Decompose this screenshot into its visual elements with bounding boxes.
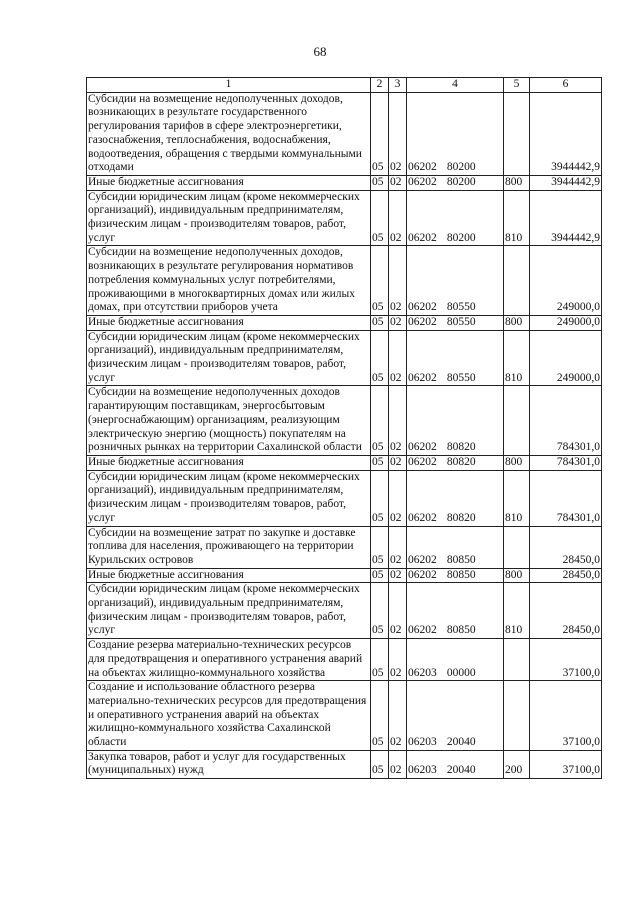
row-csr [407,470,504,526]
row-name: Субсидии на возмещение недополученных доходов, возникающих в результате государственного регулирования тарифов в сфере электроэнергетики, газоснабжения, теплоснабжения, водоснабжения, водоотведения, обращения с твердыми коммунальными отходами [87,92,371,175]
table-row [87,386,602,456]
row-csr [407,681,504,751]
row-vr [504,639,530,681]
row-rz: 05 [371,315,389,330]
row-csr-program: 06203 [408,736,437,749]
row-rz: 05 [371,246,389,316]
header-cell-sum: 6 [530,78,602,93]
row-csr-program: 06202 [408,315,437,328]
row-vr [504,386,530,456]
row-pr: 02 [389,190,407,246]
row-vr: 200 [504,750,530,778]
table-row [87,246,602,316]
row-csr [407,330,504,386]
row-csr [407,92,504,175]
row-rz: 05 [371,92,389,175]
row-sum: 784301,0 [530,470,602,526]
row-vr: 810 [504,470,530,526]
row-pr: 02 [389,175,407,190]
row-pr: 02 [389,246,407,316]
row-csr-direction: 20040 [446,764,476,777]
row-csr-program: 06202 [408,175,437,188]
row-sum: 37100,0 [530,750,602,778]
row-rz: 05 [371,526,389,568]
row-vr [504,526,530,568]
table-row [87,750,602,778]
table-row [87,455,602,470]
row-rz: 05 [371,386,389,456]
row-csr-program: 06202 [408,553,437,566]
row-csr-program: 06202 [408,455,437,468]
row-name: Закупка товаров, работ и услуг для государственных (муниципальных) нужд [87,750,371,778]
row-vr [504,92,530,175]
row-pr: 02 [389,583,407,639]
row-pr: 02 [389,568,407,583]
row-pr: 02 [389,750,407,778]
row-csr-program: 06202 [408,568,437,581]
row-sum: 784301,0 [530,386,602,456]
row-name: Иные бюджетные ассигнования [87,455,371,470]
row-sum: 3944442,9 [530,175,602,190]
row-vr: 810 [504,330,530,386]
row-sum: 3944442,9 [530,92,602,175]
row-sum: 3944442,9 [530,190,602,246]
row-vr: 800 [504,315,530,330]
row-csr [407,568,504,583]
table-row [87,681,602,751]
row-csr-direction: 80550 [446,315,476,328]
row-name: Создание резерва материально-технических ресурсов для предотвращения и оперативного устранения аварий на объектах жилищно-коммунального хозяйства [87,639,371,681]
table-row [87,190,602,246]
row-csr-program: 06203 [408,764,437,777]
row-csr [407,455,504,470]
row-pr: 02 [389,639,407,681]
header-cell-vr: 5 [504,78,530,93]
row-rz: 05 [371,470,389,526]
header-cell-rz: 2 [371,78,389,93]
header-cell-pr: 3 [389,78,407,93]
row-name: Иные бюджетные ассигнования [87,568,371,583]
row-sum: 28450,0 [530,583,602,639]
row-rz: 05 [371,190,389,246]
row-pr: 02 [389,470,407,526]
row-pr: 02 [389,92,407,175]
row-rz: 05 [371,455,389,470]
header-cell-csr: 4 [407,78,504,93]
row-vr: 800 [504,568,530,583]
row-name: Субсидии на возмещение недополученных доходов гарантирующим поставщикам, энергосбытовым (энергоснабжающим) организациям, реализующим электрическую энергию (мощность) покупателям на розничных рынках на территории Сахалинской области [87,386,371,456]
row-csr-direction: 80850 [446,624,476,637]
row-sum: 37100,0 [530,639,602,681]
row-csr-direction: 80850 [446,553,476,566]
row-csr-program: 06203 [408,666,437,679]
row-name: Субсидии юридическим лицам (кроме некоммерческих организаций), индивидуальным предпринимателям, физическим лицам - производителям товаров, работ, услуг [87,583,371,639]
table-row [87,315,602,330]
row-csr-direction: 80820 [446,455,476,468]
row-vr [504,681,530,751]
row-csr-direction: 80820 [446,511,476,524]
row-csr-program: 06202 [408,161,437,174]
row-name: Субсидии юридическим лицам (кроме некоммерческих организаций), индивидуальным предпринимателям, физическим лицам - производителям товаров, работ, услуг [87,470,371,526]
table-row [87,583,602,639]
row-csr [407,246,504,316]
row-name: Иные бюджетные ассигнования [87,175,371,190]
table-row [87,639,602,681]
row-name: Субсидии юридическим лицам (кроме некоммерческих организаций), индивидуальным предпринимателям, физическим лицам - производителям товаров, работ, услуг [87,330,371,386]
row-csr-direction: 80200 [446,231,476,244]
row-pr: 02 [389,455,407,470]
header-row [87,78,602,93]
row-rz: 05 [371,175,389,190]
row-csr-direction: 80550 [446,371,476,384]
table-row [87,568,602,583]
table-row [87,470,602,526]
row-pr: 02 [389,526,407,568]
row-csr [407,750,504,778]
table-row [87,175,602,190]
row-sum: 784301,0 [530,455,602,470]
row-pr: 02 [389,315,407,330]
row-pr: 02 [389,330,407,386]
row-csr-direction: 80200 [446,161,476,174]
row-csr-program: 06202 [408,231,437,244]
row-csr-direction: 80550 [446,301,476,314]
row-csr [407,526,504,568]
row-rz: 05 [371,330,389,386]
row-csr-direction: 00000 [446,666,476,679]
row-csr-program: 06202 [408,511,437,524]
row-csr-program: 06202 [408,624,437,637]
table-row [87,92,602,175]
row-csr-program: 06202 [408,301,437,314]
row-vr: 810 [504,190,530,246]
row-name: Субсидии на возмещение недополученных доходов, возникающих в результате регулирования нормативов потребления коммунальных услуг потребителями, проживающими в многоквартирных домах или жилых домах, при отсутствии приборов учета [87,246,371,316]
row-vr: 800 [504,175,530,190]
row-name: Субсидии на возмещение затрат по закупке и доставке топлива для населения, проживающего на территории Курильских островов [87,526,371,568]
row-csr-program: 06202 [408,371,437,384]
row-name: Субсидии юридическим лицам (кроме некоммерческих организаций), индивидуальным предпринимателям, физическим лицам - производителям товаров, работ, услуг [87,190,371,246]
row-rz: 05 [371,583,389,639]
row-pr: 02 [389,681,407,751]
row-sum: 249000,0 [530,330,602,386]
row-rz: 05 [371,750,389,778]
row-csr-program: 06202 [408,441,437,454]
row-csr [407,639,504,681]
row-pr: 02 [389,386,407,456]
row-vr [504,246,530,316]
row-rz: 05 [371,568,389,583]
row-csr [407,386,504,456]
row-csr [407,315,504,330]
header-cell-name: 1 [87,78,371,93]
row-sum: 249000,0 [530,246,602,316]
row-sum: 37100,0 [530,681,602,751]
table-row [87,526,602,568]
budget-table [86,77,602,779]
row-csr [407,175,504,190]
row-csr-direction: 20040 [446,736,476,749]
row-name: Создание и использование областного резерва материально-технических ресурсов для предотвращения и оперативного устранения аварий на объектах жилищно-коммунального хозяйства Сахалинской области [87,681,371,751]
row-csr-direction: 80820 [446,441,476,454]
row-csr-direction: 80200 [446,175,476,188]
row-rz: 05 [371,639,389,681]
row-csr [407,190,504,246]
table-row [87,330,602,386]
row-sum: 28450,0 [530,568,602,583]
row-vr: 800 [504,455,530,470]
row-sum: 249000,0 [530,315,602,330]
row-name: Иные бюджетные ассигнования [87,315,371,330]
page-number: 68 [313,44,327,59]
row-csr-direction: 80850 [446,568,476,581]
row-rz: 05 [371,681,389,751]
row-csr [407,583,504,639]
table-body [87,92,602,778]
row-sum: 28450,0 [530,526,602,568]
row-vr: 810 [504,583,530,639]
